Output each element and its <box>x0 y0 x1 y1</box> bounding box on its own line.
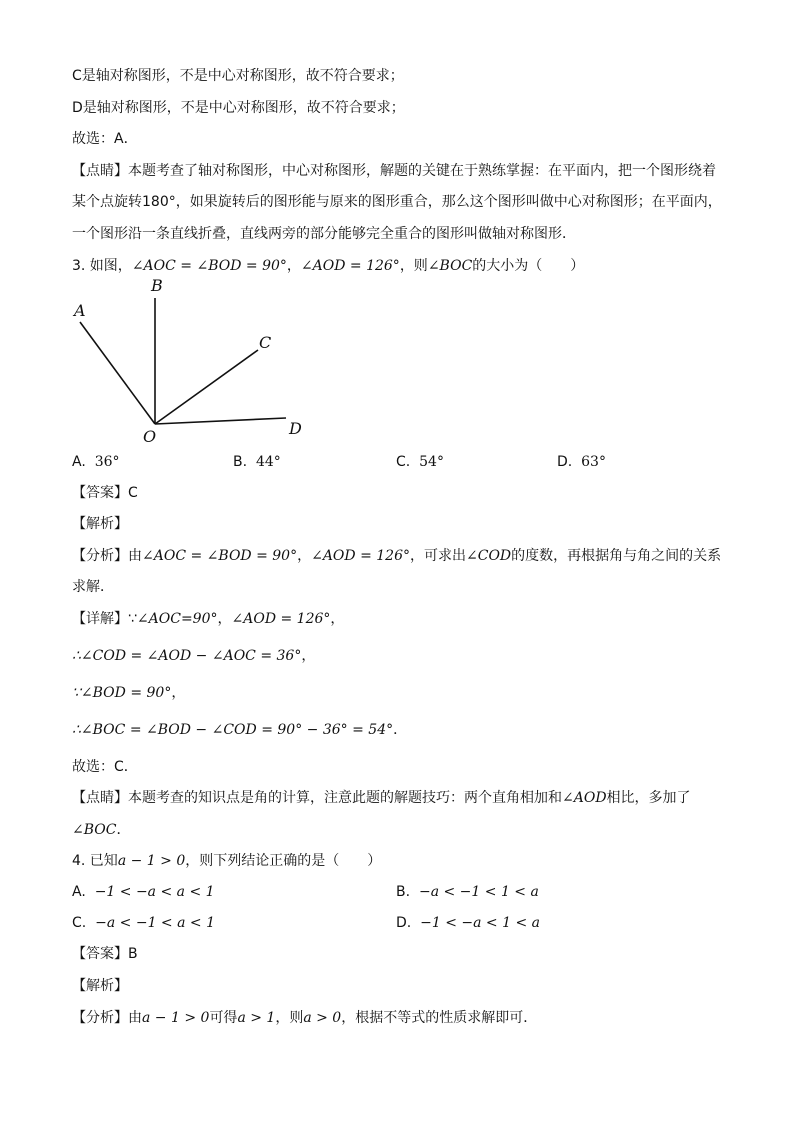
option-b: B. −a < −1 < 1 < a <box>396 884 539 900</box>
option-d: D. 63° <box>557 454 606 470</box>
answer-line: 【答案】B <box>72 946 138 962</box>
option-b: B. 44° <box>233 454 281 470</box>
text-line: D是轴对称图形，不是中心对称图形，故不符合要求； <box>72 100 405 116</box>
analysis-line: 求解． <box>72 579 114 595</box>
stem-math: ∠AOD = 126° <box>300 258 400 274</box>
angle-figure <box>66 276 316 448</box>
text-line: C是轴对称图形，不是中心对称图形，故不符合要求； <box>72 68 404 84</box>
detail-step: ∵∠BOD = 90°， <box>72 685 186 701</box>
label-b: B <box>151 276 163 295</box>
option-a: A. −1 < −a < a < 1 <box>72 884 215 900</box>
stem-math: ∠BOC <box>427 258 473 274</box>
remark-line: 一个图形沿一条直线折叠，直线两旁的部分能够完全重合的图形叫做轴对称图形． <box>72 226 576 242</box>
stem-text: ，则 <box>399 258 428 274</box>
answer-line: 【答案】C <box>72 485 138 501</box>
analysis-line: 【分析】由∠AOC = ∠BOD = 90°，∠AOD = 126°，可求出∠COD的度数，再根据角与角之间的关系 <box>72 548 722 564</box>
detail-step: ∴∠BOC = ∠BOD − ∠COD = 90° − 36° = 54°． <box>72 722 408 738</box>
remark-line: 【点睛】本题考查的知识点是角的计算，注意此题的解题技巧：两个直角相加和∠AOD相比，多加了 <box>72 790 691 806</box>
ray-oc <box>155 350 258 424</box>
ray-od <box>155 418 286 424</box>
stem-text: 3. 如图， <box>72 258 132 274</box>
option-d: D. −1 < −a < 1 < a <box>396 915 541 931</box>
stem-text: 的大小为（ ） <box>472 258 585 274</box>
analysis-line: 【分析】由a − 1 > 0可得a > 1，则a > 0，根据不等式的性质求解即可． <box>72 1010 538 1026</box>
label-a: A <box>74 301 86 320</box>
label-o: O <box>143 427 157 446</box>
analysis-title: 【解析】 <box>72 516 128 532</box>
remark-line: ∠BOC． <box>72 822 131 838</box>
stem-math: ∠AOC = ∠BOD = 90° <box>131 258 287 274</box>
remark-line: 某个点旋转180°，如果旋转后的图形能与原来的图形重合，那么这个图形叫做中心对称图形；在平面内， <box>72 194 722 210</box>
analysis-title: 【解析】 <box>72 978 128 994</box>
detail-line: 【详解】∵∠AOC=90°，∠AOD = 126°， <box>72 611 345 627</box>
stem-text: ， <box>286 258 301 274</box>
text-line: 故选：A． <box>72 131 138 147</box>
detail-step: ∴∠COD = ∠AOD − ∠AOC = 36°， <box>72 648 316 664</box>
label-d: D <box>289 419 302 438</box>
option-a: A. 36° <box>72 454 120 470</box>
label-c: C <box>259 333 272 352</box>
ray-oa <box>80 322 155 424</box>
question-3-stem <box>72 256 584 276</box>
question-4-stem: 4. 已知a − 1 > 0，则下列结论正确的是（ ） <box>72 853 382 869</box>
option-c: C. −a < −1 < a < 1 <box>72 915 216 931</box>
option-c: C. 54° <box>396 454 444 470</box>
choose-line: 故选：C． <box>72 759 138 775</box>
remark-line: 【点睛】本题考查了轴对称图形，中心对称图形，解题的关键在于熟练掌握：在平面内，把一个图形绕着 <box>72 163 716 179</box>
